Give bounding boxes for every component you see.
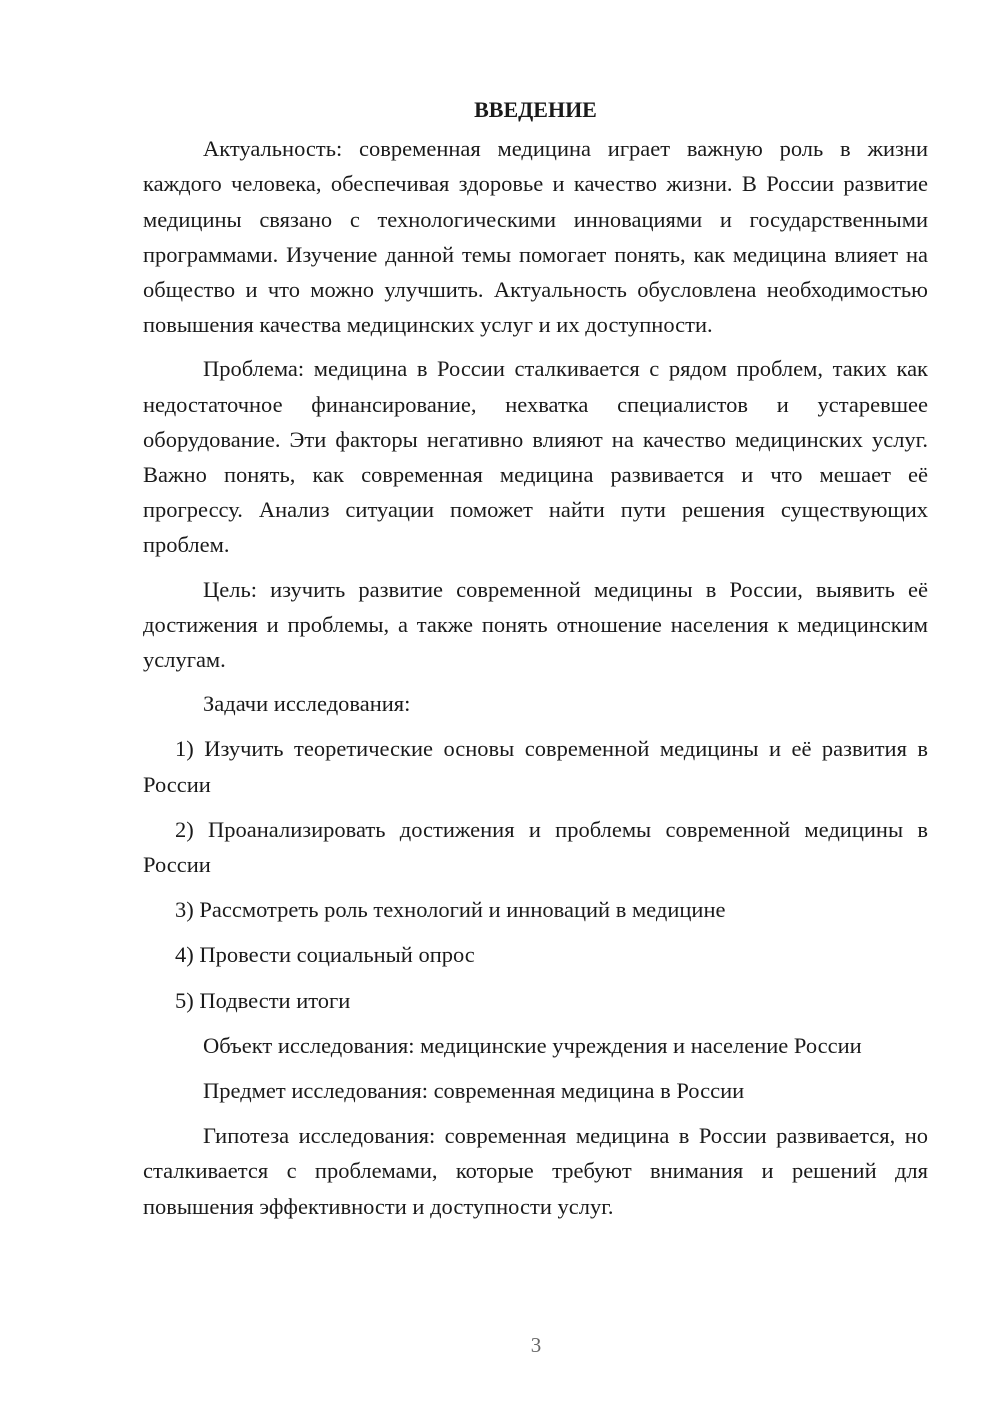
research-subject: Предмет исследования: современная медицина в России (203, 1078, 745, 1104)
task-item-3: 3) Рассмотреть роль технологий и инноваций в медицине (175, 897, 726, 923)
task-item-4: 4) Провести социальный опрос (175, 942, 475, 968)
task-item-2: 2) Проанализировать достижения и проблемы современной медицины в России (143, 816, 928, 878)
task-item-5: 5) Подвести итоги (175, 987, 351, 1013)
goal-paragraph: Цель: изучить развитие современной медицины в России, выявить её достижения и проблемы, а также понять отношение населения к медицинским услугам. (143, 576, 928, 673)
problem-paragraph: Проблема: медицина в России сталкивается с рядом проблем, таких как недостаточное финансирование, нехватка специалистов и устаревшее оборудование. Эти факторы негативно влияют на качество медицинских услуг. Важно понять, как современная медицина развивается и что мешает её прогрессу. Анализ ситуации поможет найти пути решения существующих проблем. (143, 356, 928, 558)
relevance-paragraph: Актуальность: современная медицина играет важную роль в жизни каждого человека, обеспечивая здоровье и качество жизни. В России развитие медицины связано с технологическими инновациями и государственными программами. Изучение данной темы помогает понять, как медицина влияет на общество и что можно улучшить. Актуальность обусловлена необходимостью повышения качества медицинских услуг и их доступности. (143, 136, 928, 338)
research-object: Объект исследования: медицинские учреждения и население России (203, 1032, 862, 1058)
hypothesis-paragraph: Гипотеза исследования: современная медицина в России развивается, но сталкивается с проблемами, которые требуют внимания и решений для повышения эффективности и доступности услуг. (143, 1123, 928, 1219)
page-number: 3 (530, 1333, 542, 1357)
document-body (143, 92, 928, 1233)
task-item-1: 1) Изучить теоретические основы современной медицины и её развития в России (143, 736, 928, 797)
section-title: ВВЕДЕНИЕ (474, 97, 597, 122)
tasks-heading: Задачи исследования: (203, 691, 411, 717)
